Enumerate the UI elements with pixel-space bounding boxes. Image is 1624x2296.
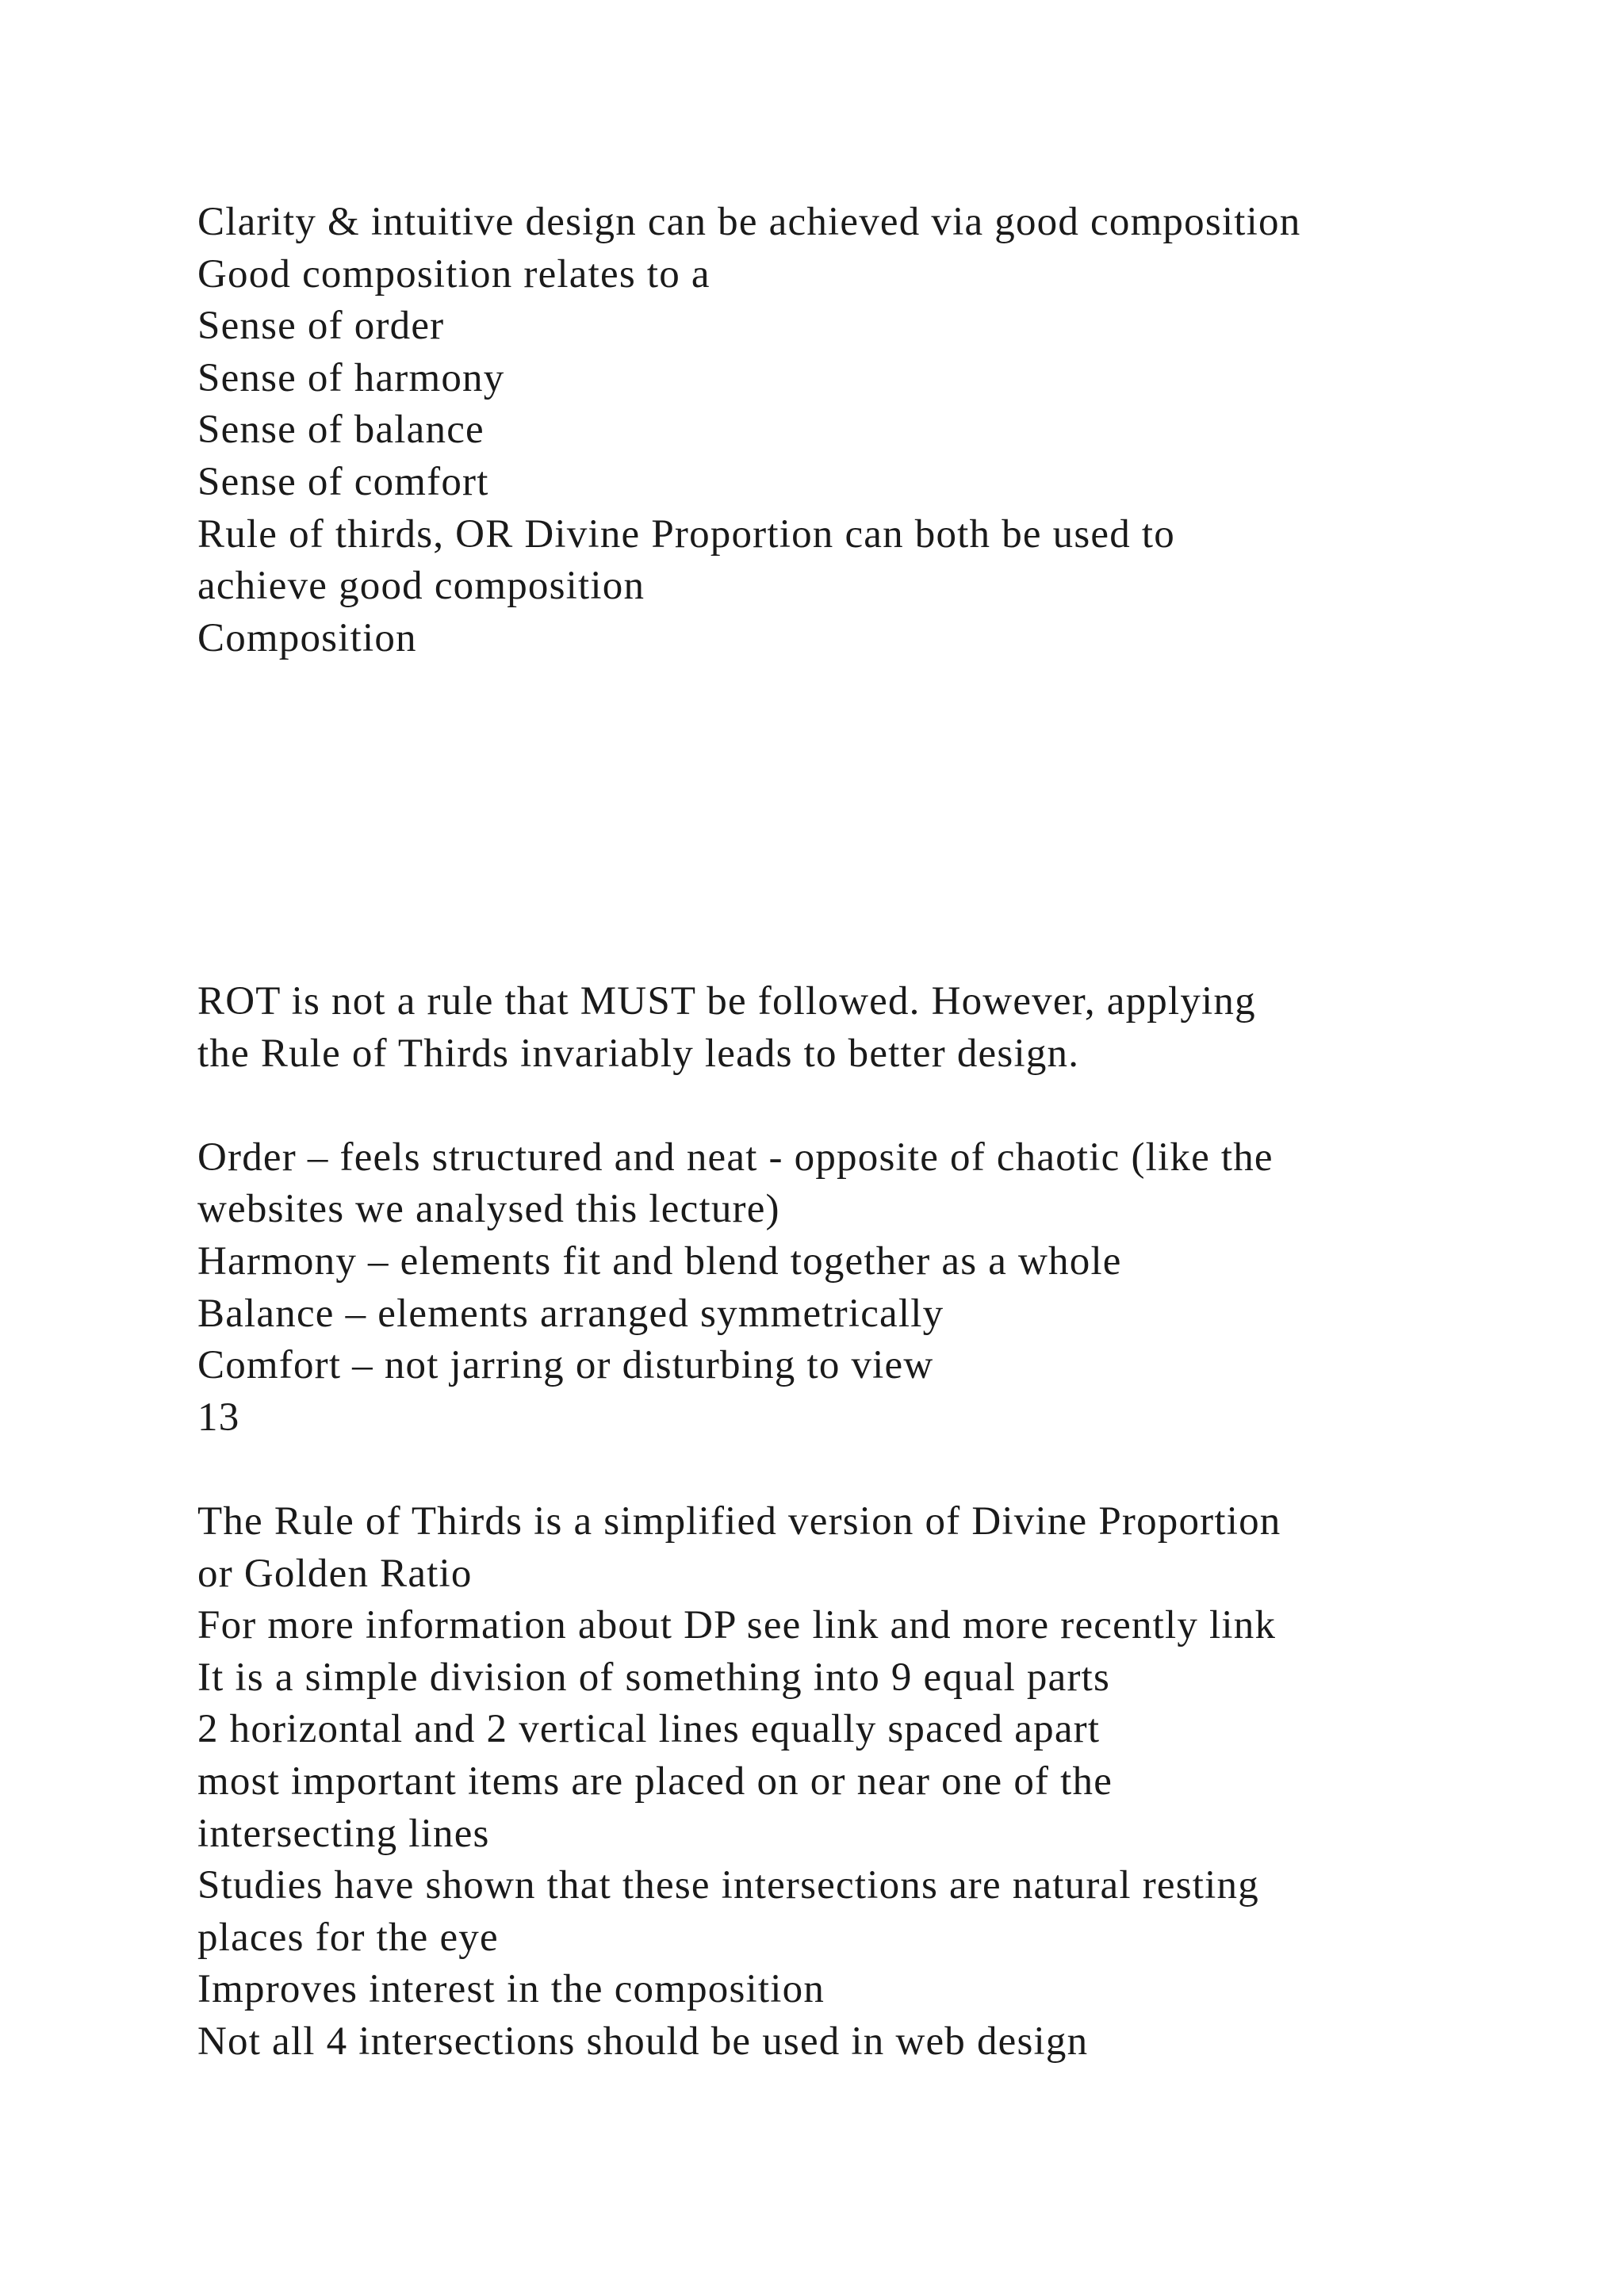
rule-of-thirds-section xyxy=(197,1496,1545,2068)
text-line: Sense of order xyxy=(197,304,445,349)
composition-intro-section xyxy=(197,197,1545,664)
text-line: Good composition relates to a xyxy=(197,251,710,297)
text-line: Sense of harmony xyxy=(197,355,505,400)
slide-number: 13 xyxy=(197,1395,240,1440)
text-line: Clarity & intuitive design can be achieved via good composition xyxy=(197,200,1301,244)
text-line: Sense of balance xyxy=(197,408,485,453)
text-line: Rule of thirds, OR Divine Proportion can both be used to xyxy=(197,511,1175,557)
text-line: Comfort – not jarring or disturbing to view xyxy=(197,1343,934,1388)
text-line: It is a simple division of something into 9 equal parts xyxy=(197,1655,1111,1700)
text-line: intersecting lines xyxy=(197,1811,490,1856)
text-line: 2 horizontal and 2 vertical lines equally spaced apart xyxy=(197,1707,1101,1752)
text-line: Improves interest in the composition xyxy=(197,1967,825,2012)
rot-notes-section xyxy=(197,976,1545,1444)
text-line: websites we analysed this lecture) xyxy=(197,1187,780,1232)
text-line: most important items are placed on or near one of the xyxy=(197,1758,1113,1804)
text-line: Sense of comfort xyxy=(197,459,489,504)
text-line: Balance – elements arranged symmetrically xyxy=(197,1291,944,1336)
text-line: places for the eye xyxy=(197,1915,499,1960)
text-line: ROT is not a rule that MUST be followed. However, applying xyxy=(197,979,1256,1024)
text-line: achieve good composition xyxy=(197,564,645,609)
text-line: Studies have shown that these intersections are natural resting xyxy=(197,1863,1259,1908)
text-line: Harmony – elements fit and blend together as a whole xyxy=(197,1238,1122,1284)
blank-line xyxy=(197,1080,1545,1132)
text-line: For more information about DP see link and more recently link xyxy=(197,1603,1277,1648)
text-line: or Golden Ratio xyxy=(197,1551,473,1596)
text-line: The Rule of Thirds is a simplified version of Divine Proportion xyxy=(197,1499,1281,1544)
text-line: Composition xyxy=(197,615,417,660)
text-line: Order – feels structured and neat - opposite of chaotic (like the xyxy=(197,1135,1274,1180)
text-line: Not all 4 intersections should be used in web design xyxy=(197,2019,1089,2064)
text-line: the Rule of Thirds invariably leads to better design. xyxy=(197,1031,1080,1076)
